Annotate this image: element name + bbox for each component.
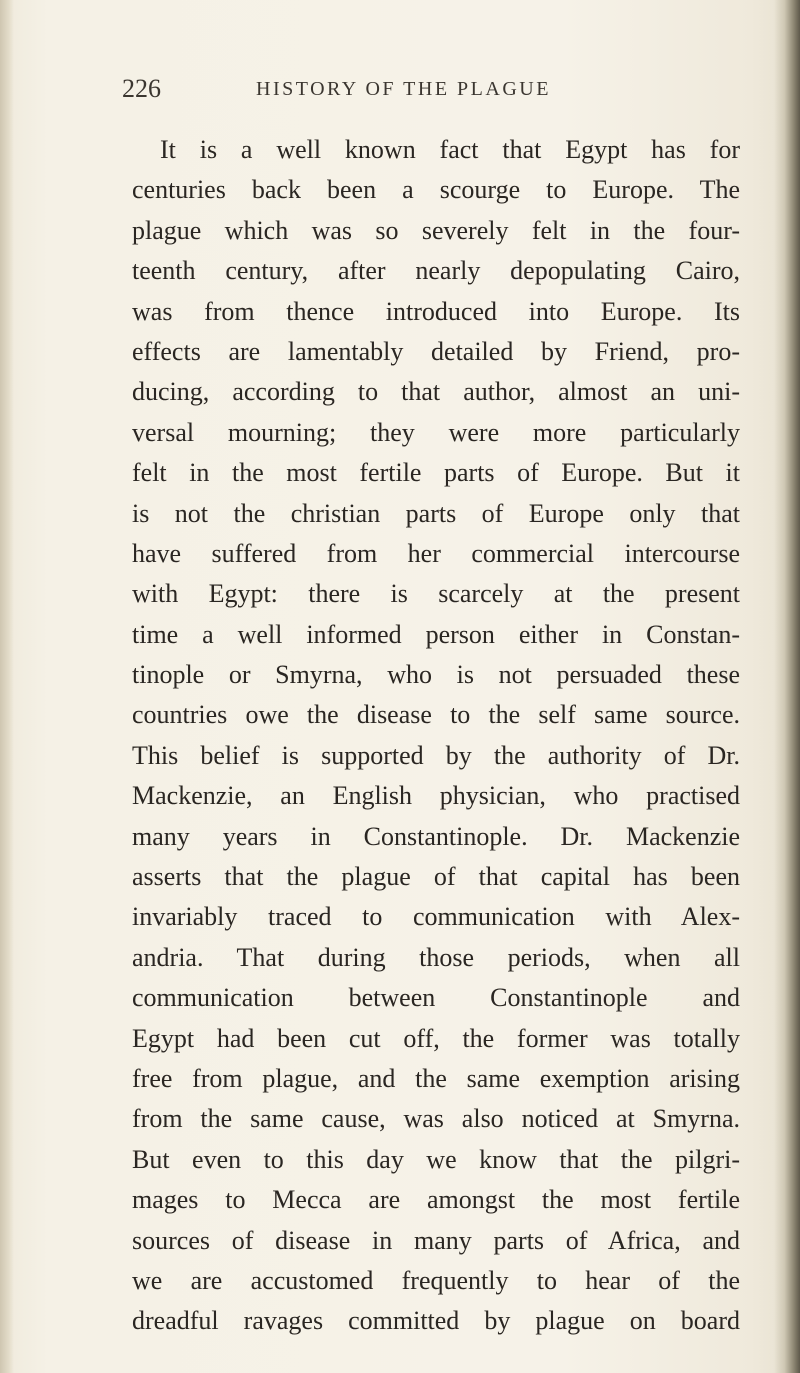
- text-line: free from plague, and the same exemption arising: [132, 1063, 740, 1093]
- page-edge-shadow: [774, 0, 800, 1373]
- text-line: tinople or Smyrna, who is not persuaded these: [132, 660, 740, 690]
- text-line: have suffered from her commercial intercourse: [132, 538, 740, 568]
- text-line: dreadful ravages committed by plague on board: [132, 1306, 740, 1336]
- text-line: with Egypt: there is scarcely at the present: [132, 579, 740, 609]
- text-line: we are accustomed frequently to hear of the: [132, 1265, 740, 1295]
- text-line: many years in Constantinople. Dr. Mackenzie: [132, 821, 740, 851]
- text-line: effects are lamentably detailed by Friend, pro-: [132, 336, 740, 366]
- text-line: mages to Mecca are amongst the most fertile: [132, 1185, 740, 1215]
- text-line: versal mourning; they were more particularly: [132, 417, 740, 447]
- text-line: time a well informed person either in Constan-: [132, 619, 740, 649]
- text-line: is not the christian parts of Europe only that: [132, 498, 740, 528]
- text-line: This belief is supported by the authority of Dr.: [132, 740, 740, 770]
- text-line: teenth century, after nearly depopulating Cairo,: [132, 256, 740, 286]
- text-line: from the same cause, was also noticed at Smyrna.: [132, 1104, 740, 1134]
- text-line: centuries back been a scourge to Europe. The: [132, 175, 740, 205]
- text-line: Egypt had been cut off, the former was totally: [132, 1023, 740, 1053]
- text-line: countries owe the disease to the self same source.: [132, 700, 740, 730]
- text-line: felt in the most fertile parts of Europe. But it: [132, 458, 740, 488]
- text-line: invariably traced to communication with Alex-: [132, 902, 740, 932]
- text-line: But even to this day we know that the pilgri-: [132, 1144, 740, 1174]
- text-line: Mackenzie, an English physician, who practised: [132, 781, 740, 811]
- text-line: communication between Constantinople and: [132, 983, 740, 1013]
- text-line: asserts that the plague of that capital has been: [132, 862, 740, 892]
- running-head: HISTORY OF THE PLAGUE: [256, 78, 551, 100]
- binding-edge: [0, 0, 14, 1373]
- text-line: It is a well known fact that Egypt has for: [160, 135, 740, 164]
- text-line: was from thence introduced into Europe. Its: [132, 296, 740, 326]
- body-text: [132, 130, 740, 1342]
- page-header: [122, 74, 642, 114]
- page-number: 226: [122, 74, 161, 103]
- text-line: sources of disease in many parts of Africa, and: [132, 1225, 740, 1255]
- text-line: ducing, according to that author, almost an uni-: [132, 377, 740, 407]
- text-line: andria. That during those periods, when all: [132, 942, 740, 972]
- text-line: plague which was so severely felt in the four-: [132, 215, 740, 245]
